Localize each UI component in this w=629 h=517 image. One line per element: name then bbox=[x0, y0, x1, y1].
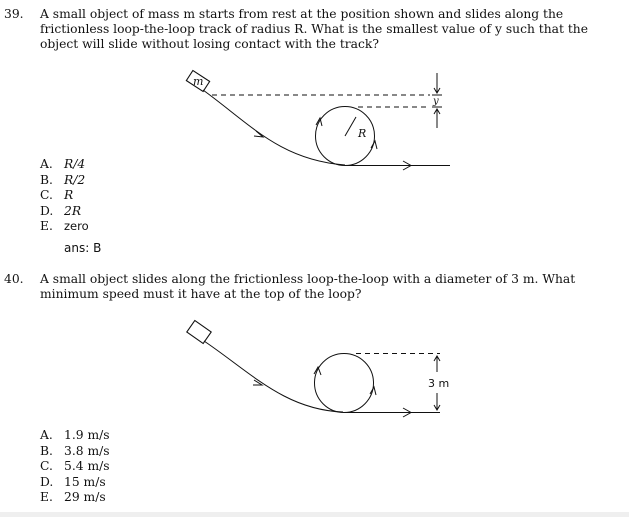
options-40 bbox=[40, 428, 110, 506]
option-letter: C. bbox=[40, 188, 53, 203]
option-letter: E. bbox=[40, 490, 53, 505]
option-b bbox=[40, 173, 89, 189]
option-e bbox=[40, 219, 89, 235]
option-letter: C. bbox=[40, 459, 53, 474]
option-letter: D. bbox=[40, 474, 54, 489]
ramp-arrow bbox=[253, 380, 262, 385]
option-text: R bbox=[64, 188, 74, 203]
loop-arrow-right bbox=[370, 387, 376, 395]
ramp-track bbox=[204, 341, 343, 412]
option-d bbox=[40, 475, 110, 491]
option-letter: A. bbox=[40, 157, 53, 171]
option-c bbox=[40, 459, 110, 475]
question-text: A small object of mass m starts from rest at the position shown and slides along the frictionless loop-the-loop track of radius R. What is the smallest value of y such that the object will slide without losing contact with the track? bbox=[40, 7, 588, 51]
question-text: A small object slides along the frictionless loop-the-loop with a diameter of 3 m. What minimum speed must it have at the top of the loop? bbox=[40, 272, 576, 301]
option-text: 3.8 m/s bbox=[64, 443, 110, 458]
option-text: R/4 bbox=[64, 157, 86, 171]
option-letter: B. bbox=[40, 443, 53, 458]
option-a bbox=[40, 428, 110, 444]
option-b bbox=[40, 444, 110, 460]
block-label: m bbox=[193, 75, 204, 88]
option-text: 2R bbox=[64, 203, 82, 218]
block bbox=[187, 321, 211, 344]
option-text: 29 m/s bbox=[64, 490, 106, 505]
option-letter: D. bbox=[40, 203, 54, 218]
radius-label: R bbox=[358, 127, 367, 140]
option-text: zero bbox=[64, 219, 89, 234]
option-letter: E. bbox=[40, 219, 53, 234]
figure-40 bbox=[187, 321, 449, 417]
option-a bbox=[40, 157, 89, 173]
option-text: 5.4 m/s bbox=[64, 459, 110, 474]
question-number: 39. bbox=[4, 7, 24, 21]
answer-39: ans: B bbox=[64, 241, 102, 255]
height-label: y bbox=[433, 96, 439, 107]
bottom-edge bbox=[0, 512, 629, 517]
figure-39 bbox=[186, 71, 450, 170]
option-text: R/2 bbox=[64, 172, 86, 187]
option-text: 15 m/s bbox=[64, 474, 106, 489]
option-letter: B. bbox=[40, 172, 53, 187]
loop-track bbox=[315, 354, 374, 413]
radius-line bbox=[345, 117, 356, 136]
diameter-label: 3 m bbox=[428, 377, 450, 390]
ramp-track bbox=[203, 90, 345, 165]
options-39 bbox=[40, 157, 89, 235]
option-d bbox=[40, 204, 89, 220]
question-number: 40. bbox=[4, 272, 24, 286]
option-c bbox=[40, 188, 89, 204]
option-letter: A. bbox=[40, 428, 53, 442]
option-text: 1.9 m/s bbox=[64, 428, 110, 442]
option-e bbox=[40, 490, 110, 506]
